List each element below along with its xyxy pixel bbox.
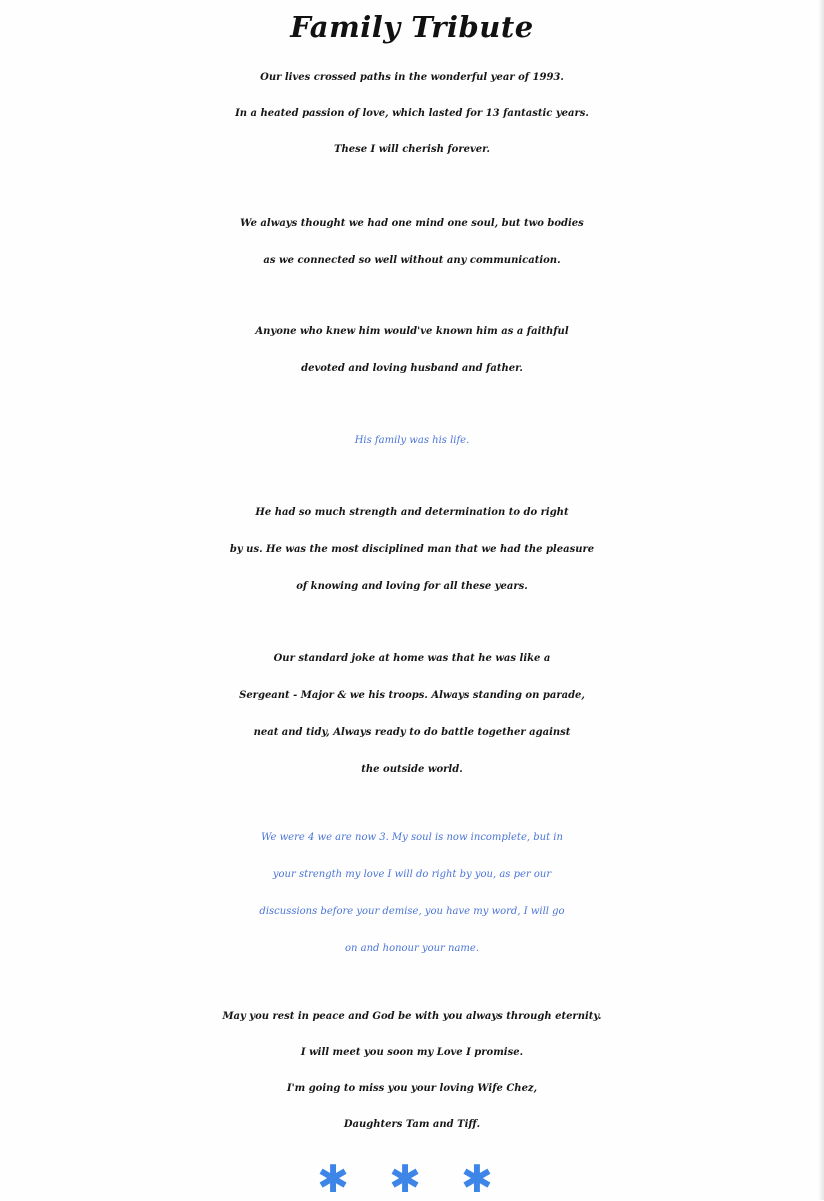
text-line: These I will cherish forever. [334, 144, 490, 155]
text-line: discussions before your demise, you have my word, I will go [259, 906, 565, 917]
text-line: May you rest in peace and God be with you always through eternity. [222, 1011, 602, 1022]
text-line: your strength my love I will do right by you, as per our [272, 869, 552, 880]
signature-line: Daughters Tam and Tiff. [343, 1119, 481, 1130]
text-line: We were 4 we are now 3. My soul is now incomplete, but in [261, 832, 563, 843]
paragraph-meeting [0, 60, 824, 168]
text-line: the outside world. [361, 764, 463, 775]
text-line: Our lives crossed paths in the wonderful year of 1993. [260, 72, 564, 83]
paragraph-family-life [0, 422, 824, 459]
paragraph-husband-father [0, 313, 824, 387]
text-line: He had so much strength and determination to do right [255, 507, 569, 518]
paragraph-promise [0, 819, 824, 967]
paragraph-sergeant-major [0, 640, 824, 788]
page-title: Family Tribute [290, 10, 534, 44]
paragraph-one-mind [0, 205, 824, 279]
text-line: by us. He was the most disciplined man that we had the pleasure [229, 544, 595, 555]
asterisk-star-icon: ✱ [389, 1157, 435, 1201]
text-line: neat and tidy, Always ready to do battle together against [253, 727, 571, 738]
text-line: His family was his life. [354, 435, 470, 446]
text-line: Anyone who knew him would've known him as a faithful [255, 326, 569, 337]
asterisk-star-icon: ✱ [317, 1157, 363, 1201]
paragraph-strength [0, 494, 824, 605]
text-line: as we connected so well without any communication. [263, 255, 561, 266]
text-line: of knowing and loving for all these years. [296, 581, 528, 592]
text-line: Sergeant - Major & we his troops. Always standing on parade, [239, 690, 585, 701]
text-line: on and honour your name. [345, 943, 479, 954]
text-line: I will meet you soon my Love I promise. [300, 1047, 524, 1058]
text-line: Our standard joke at home was that he was like a [273, 653, 551, 664]
star-ornament [0, 1158, 824, 1200]
asterisk-star-icon: ✱ [461, 1157, 507, 1201]
text-line: devoted and loving husband and father. [301, 363, 523, 374]
text-line: We always thought we had one mind one soul, but two bodies [240, 218, 584, 229]
text-line: I'm going to miss you your loving Wife Chez, [286, 1083, 538, 1094]
text-line: In a heated passion of love, which lasted for 13 fantastic years. [235, 108, 589, 119]
paragraph-farewell [0, 999, 824, 1143]
